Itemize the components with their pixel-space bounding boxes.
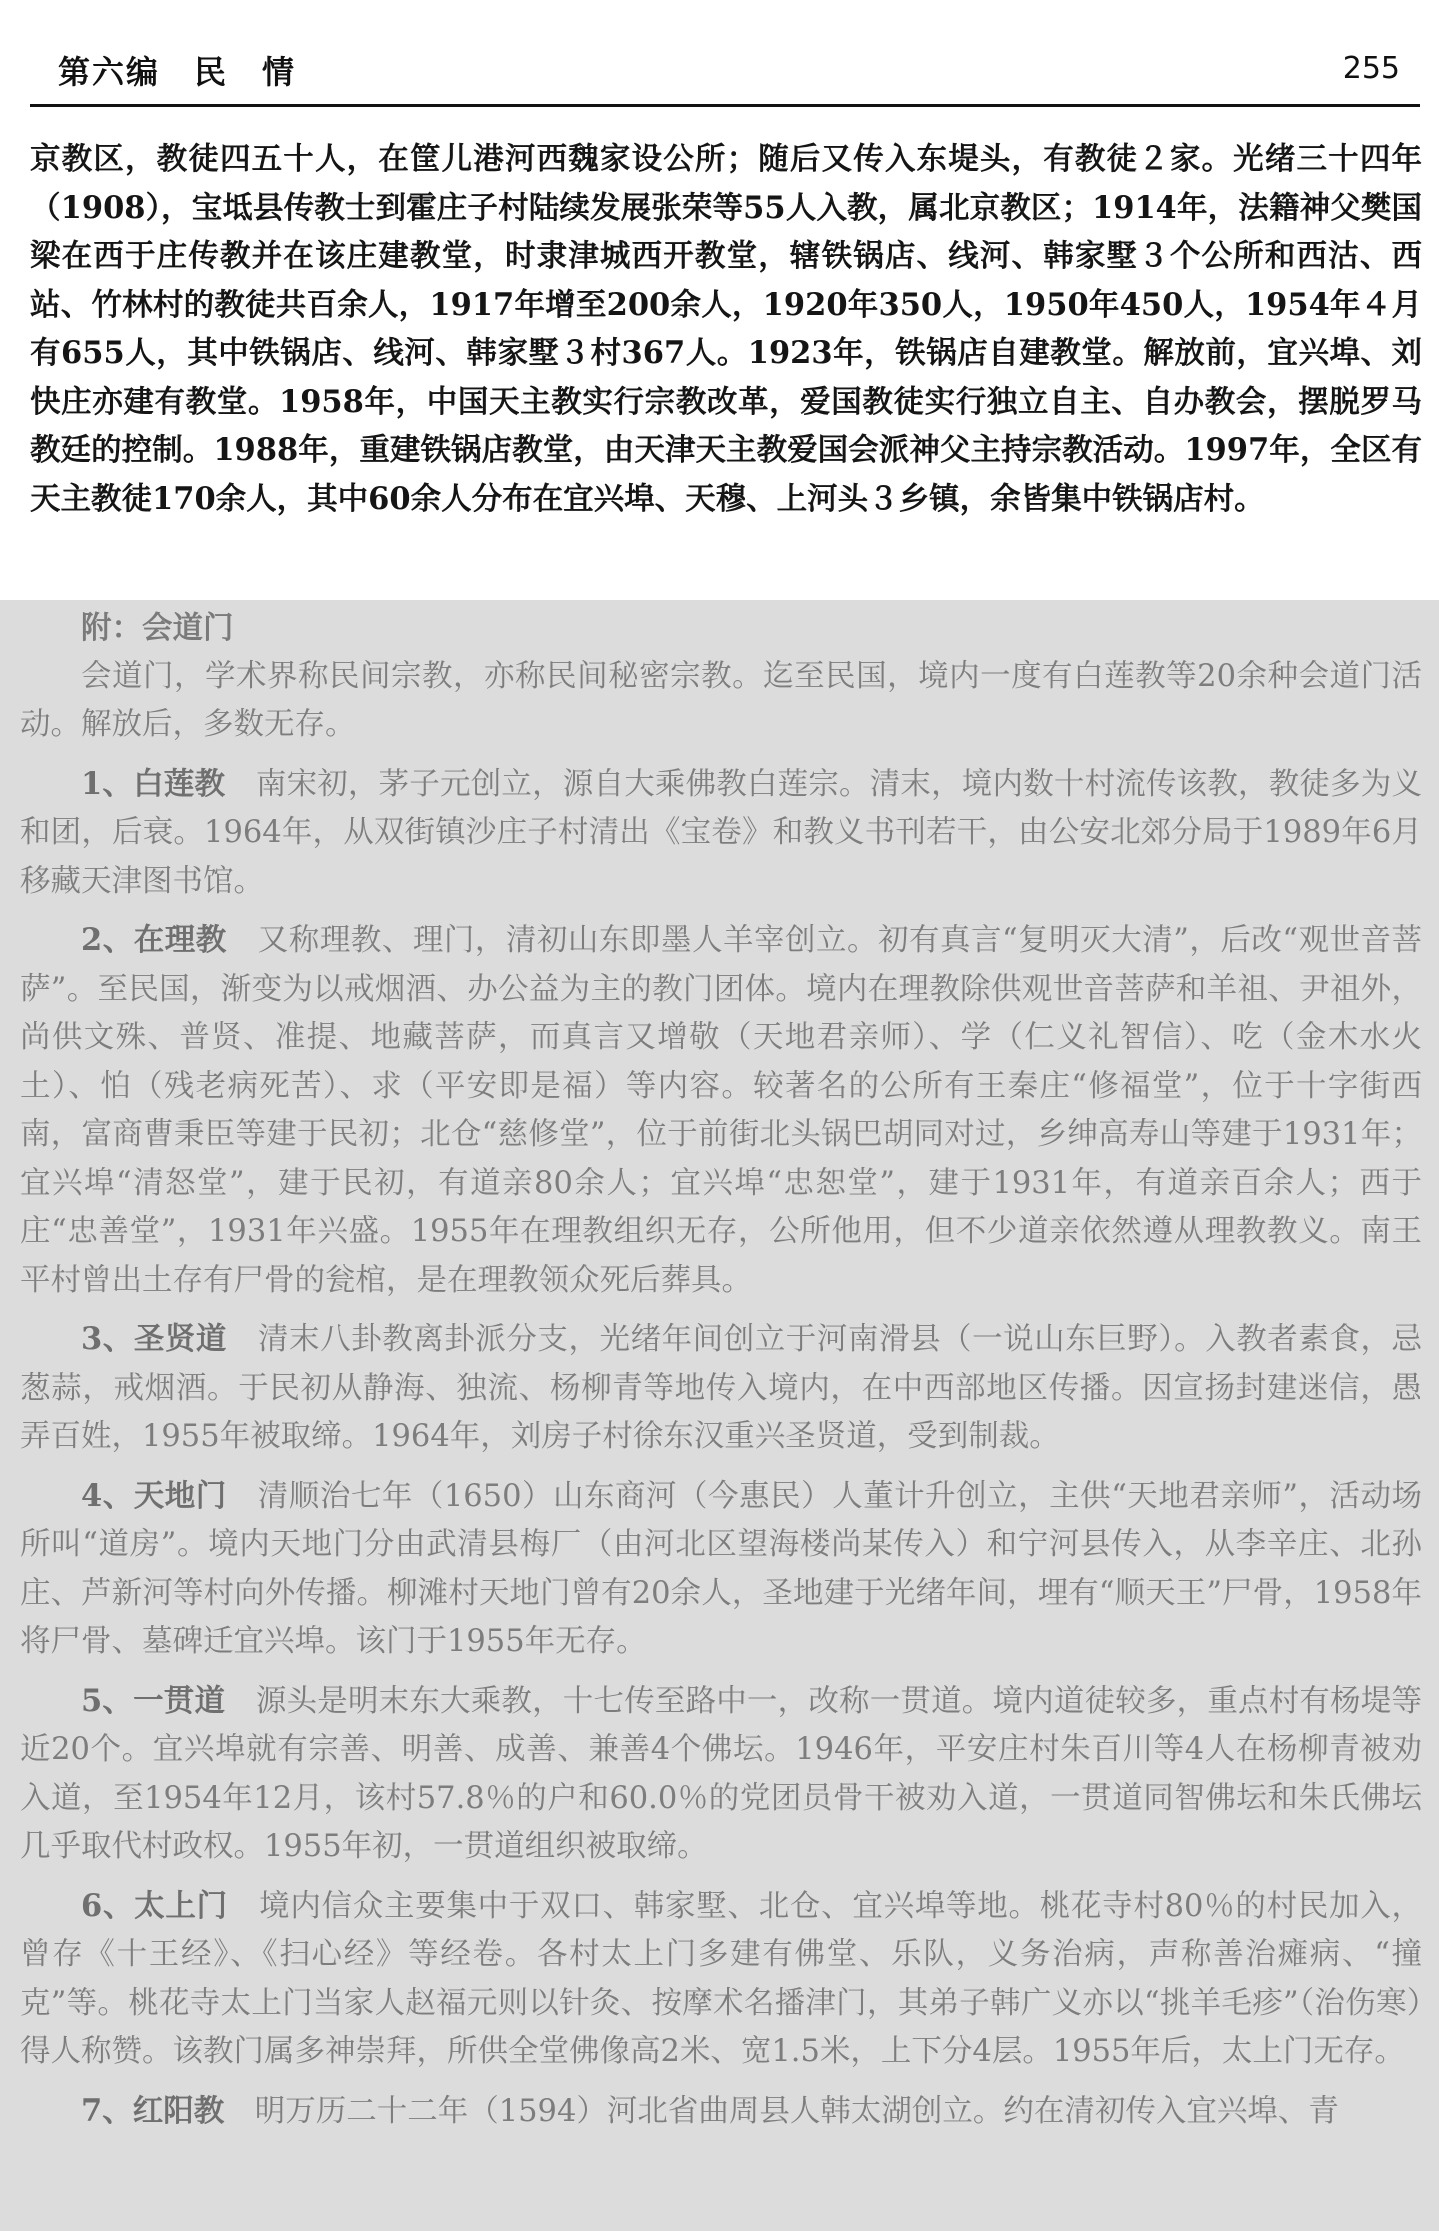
item-text: 明万历二十二年（1594）河北省曲周县人韩太湖创立。约在清初传入宜兴埠、青 [254, 2093, 1339, 2129]
item-text: 南宋初，茅子元创立，源自大乘佛教白莲宗。清末，境内数十村流传该教，教徒多为义和团，后衰。1964年，从双街镇沙庄子村清出《宝卷》和教义书刊若干，由公安北郊分局于1989年6月移藏天津图书馆。 [20, 766, 1423, 899]
appendix-intro: 会道门，学术界称民间宗教，亦称民间秘密宗教。迄至民国，境内一度有白莲教等20余种会道门活动。解放后，多数无存。 [20, 658, 1422, 742]
item-text: 境内信众主要集中于双口、韩家墅、北仓、宜兴埠等地。桃花寺村80％的村民加入，曾存《十王经》、《扫心经》等经卷。各村太上门多建有佛堂、乐队，义务治病，声称善治瘫病、“撞克”等。桃花寺太上门当家人赵福元则以针灸、按摩术名播津门，其弟子韩广义亦以“挑羊毛疹”（治伤寒）得人称赞。该教门属多神崇拜，所供全堂佛像高2米、宽1.5米，上下分4层。1955年后，太上门无存。 [20, 1888, 1423, 2069]
item-text: 又称理教、理门，清初山东即墨人羊宰创立。初有真言“复明灭大清”，后改“观世音菩萨”。至民国，渐变为以戒烟酒、办公益为主的教门团体。境内在理教除供观世音菩萨和羊祖、尹祖外，尚供文殊、普贤、准提、地藏菩萨，而真言又增敬（天地君亲师）、学（仁义礼智信）、吃（金木水火土）、怕（残老病死苦）、求（平安即是福）等内容。较著名的公所有王秦庄“修福堂”，位于十字街西南，富商曹秉臣等建于民初；北仓“慈修堂”，位于前街北头锅巴胡同对过，乡绅高寿山等建于1931年；宜兴埠“清怒堂”，建于民初，有道亲80余人；宜兴埠“忠恕堂”，建于1931年，有道亲百余人；西于庄“忠善堂”，1931年兴盛。1955年在理教组织无存，公所他用，但不少道亲依然遵从理教教义。南王平村曾出土存有尸骨的瓮棺，是在理教领众死后葬具。 [20, 923, 1422, 1298]
page-header [30, 45, 1420, 105]
appendix-item [20, 1315, 1422, 1462]
item-title: 4、天地门 [81, 1477, 227, 1514]
continued-paragraph: 京教区，教徒四五十人，在筐儿港河西魏家设公所；随后又传入东堤头，有教徒２家。光绪三十四年（1908），宝坻县传教士到霍庄子村陆续发展张荣等55人入教，属北京教区；1914年，法籍神父樊国梁在西于庄传教并在该庄建教堂，时隶津城西开教堂，辖铁锅店、线河、韩家墅３个公所和西沽、西站、竹林村的教徒共百余人，1917年增至200余人，1920年350人，1950年450人，1954年４月有655人，其中铁锅店、线河、韩家墅３村367人。1923年，铁锅店自建教堂。解放前，宜兴埠、刘快庄亦建有教堂。1958年，中国天主教实行宗教改革，爱国教徒实行独立自主、自办教会，摆脱罗马教廷的控制。1988年，重建铁锅店教堂，由天津天主教爱国会派神父主持宗教活动。1997年，全区有天主教徒170余人，其中60余人分布在宜兴埠、天穆、上河头３乡镇，余皆集中铁锅店村。 [30, 141, 1422, 517]
item-title: 6、太上门 [81, 1887, 228, 1924]
appendix-item [20, 760, 1422, 907]
appendix-item [20, 1677, 1422, 1872]
item-title: 2、在理教 [81, 922, 227, 958]
section-title: 第六编 民 情 [58, 53, 297, 91]
item-text: 清顺治七年（1650）山东商河（今惠民）人董计升创立，主供“天地君亲师”，活动场所叫“道房”。境内天地门分由武清县梅厂（由河北区望海楼尚某传入）和宁河县传入，从李辛庄、北孙庄、芦新河等村向外传播。柳滩村天地门曾有20余人，圣地建于光绪年间，埋有“顺天王”尸骨，1958年将尸骨、墓碑迁宜兴埠。该门于1955年无存。 [20, 1478, 1422, 1659]
item-title: 7、红阳教 [81, 2092, 225, 2129]
appendix-item [20, 2087, 1422, 2137]
page-number: 255 [1342, 51, 1400, 86]
appendix-section [20, 604, 1422, 2136]
item-title: 1、白莲教 [81, 765, 226, 802]
appendix-heading: 附：会道门 [81, 610, 234, 646]
appendix-item [20, 1882, 1422, 2077]
item-text: 清末八卦教离卦派分支，光绪年间创立于河南滑县（一说山东巨野）。入教者素食，忌葱蒜，戒烟酒。于民初从静海、独流、杨柳青等地传入境内，在中西部地区传播。因宣扬封建迷信，愚弄百姓，1955年被取缔。1964年，刘房子村徐东汉重兴圣贤道，受到制裁。 [20, 1322, 1422, 1454]
item-title: 3、圣贤道 [81, 1321, 227, 1357]
header-rule [30, 104, 1420, 107]
appendix-item [20, 1472, 1422, 1667]
appendix-item [20, 916, 1422, 1305]
item-title: 5、一贯道 [81, 1682, 226, 1719]
item-text: 源头是明末东大乘教，十七传至路中一，改称一贯道。境内道徒较多，重点村有杨堤等近20个。宜兴埠就有宗善、明善、成善、兼善4个佛坛。1946年，平安庄村朱百川等4人在杨柳青被劝入道，至1954年12月，该村57.8％的户和60.0％的党团员骨干被劝入道，一贯道同智佛坛和朱氏佛坛几乎取代村政权。1955年初，一贯道组织被取缔。 [20, 1683, 1423, 1864]
